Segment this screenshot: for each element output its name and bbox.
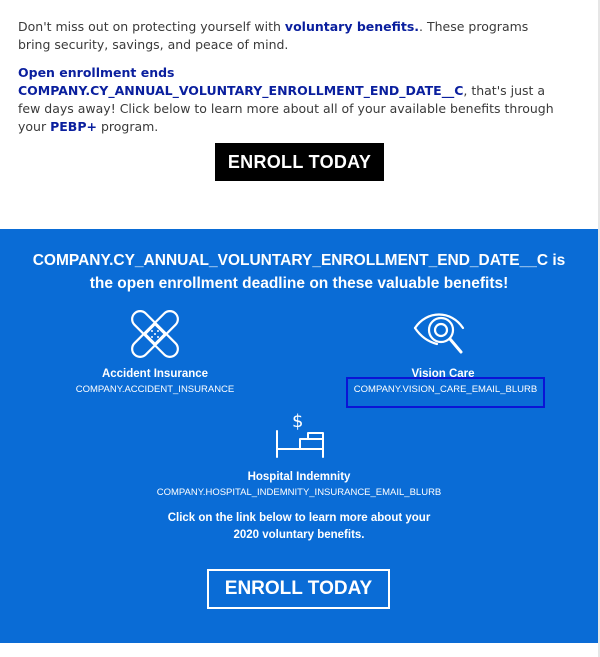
pebp-brand: PEBP+ — [50, 119, 97, 134]
intro-text: Don't miss out on protecting yourself with — [18, 19, 285, 34]
eye-magnifier-icon — [411, 306, 475, 360]
headline-line: the open enrollment deadline on these valuable benefits! — [89, 275, 509, 292]
benefit-title-hospital: Hospital Indemnity — [247, 471, 351, 483]
enrollment-text: , that's just a few days away! Click below to learn more about all of your available benefits through your — [18, 83, 554, 134]
headline-line: COMPANY.CY_ANNUAL_VOLUNTARY_ENROLLMENT_END_DATE__C is — [32, 252, 566, 269]
benefit-blurb-vision[interactable]: COMPANY.VISION_CARE_EMAIL_BLURB — [353, 384, 538, 395]
enroll-today-button-bottom[interactable]: ENROLL TODAY — [207, 569, 390, 609]
benefit-blurb-hospital: COMPANY.HOSPITAL_INDEMNITY_INSURANCE_EMAIL_BLURB — [156, 487, 442, 498]
enrollment-text: program. — [96, 119, 159, 134]
learn-more-text — [0, 510, 598, 544]
intro-text: . These programs bring security, savings, and peace of mind. — [18, 19, 529, 52]
enrollment-deadline-text: Open enrollment ends COMPANY.CY_ANNUAL_VOLUNTARY_ENROLLMENT_END_DATE__C — [18, 65, 464, 98]
benefit-title-vision: Vision Care — [411, 368, 475, 380]
footer-strip — [0, 643, 598, 657]
intro-paragraph — [18, 18, 563, 54]
benefit-title-accident: Accident Insurance — [101, 368, 209, 380]
svg-text:$: $ — [292, 411, 304, 432]
cta-line: 2020 voluntary benefits. — [233, 529, 365, 541]
cta-line: Click on the link below to learn more about your — [167, 512, 431, 524]
voluntary-benefits-link[interactable]: voluntary benefits. — [284, 19, 420, 34]
panel-headline — [0, 249, 598, 295]
bandage-icon — [129, 309, 181, 359]
enrollment-paragraph — [18, 64, 563, 136]
benefit-blurb-accident: COMPANY.ACCIDENT_INSURANCE — [75, 384, 235, 395]
enroll-today-button-top[interactable]: ENROLL TODAY — [215, 143, 384, 181]
hospital-bed-dollar-icon — [272, 409, 328, 461]
